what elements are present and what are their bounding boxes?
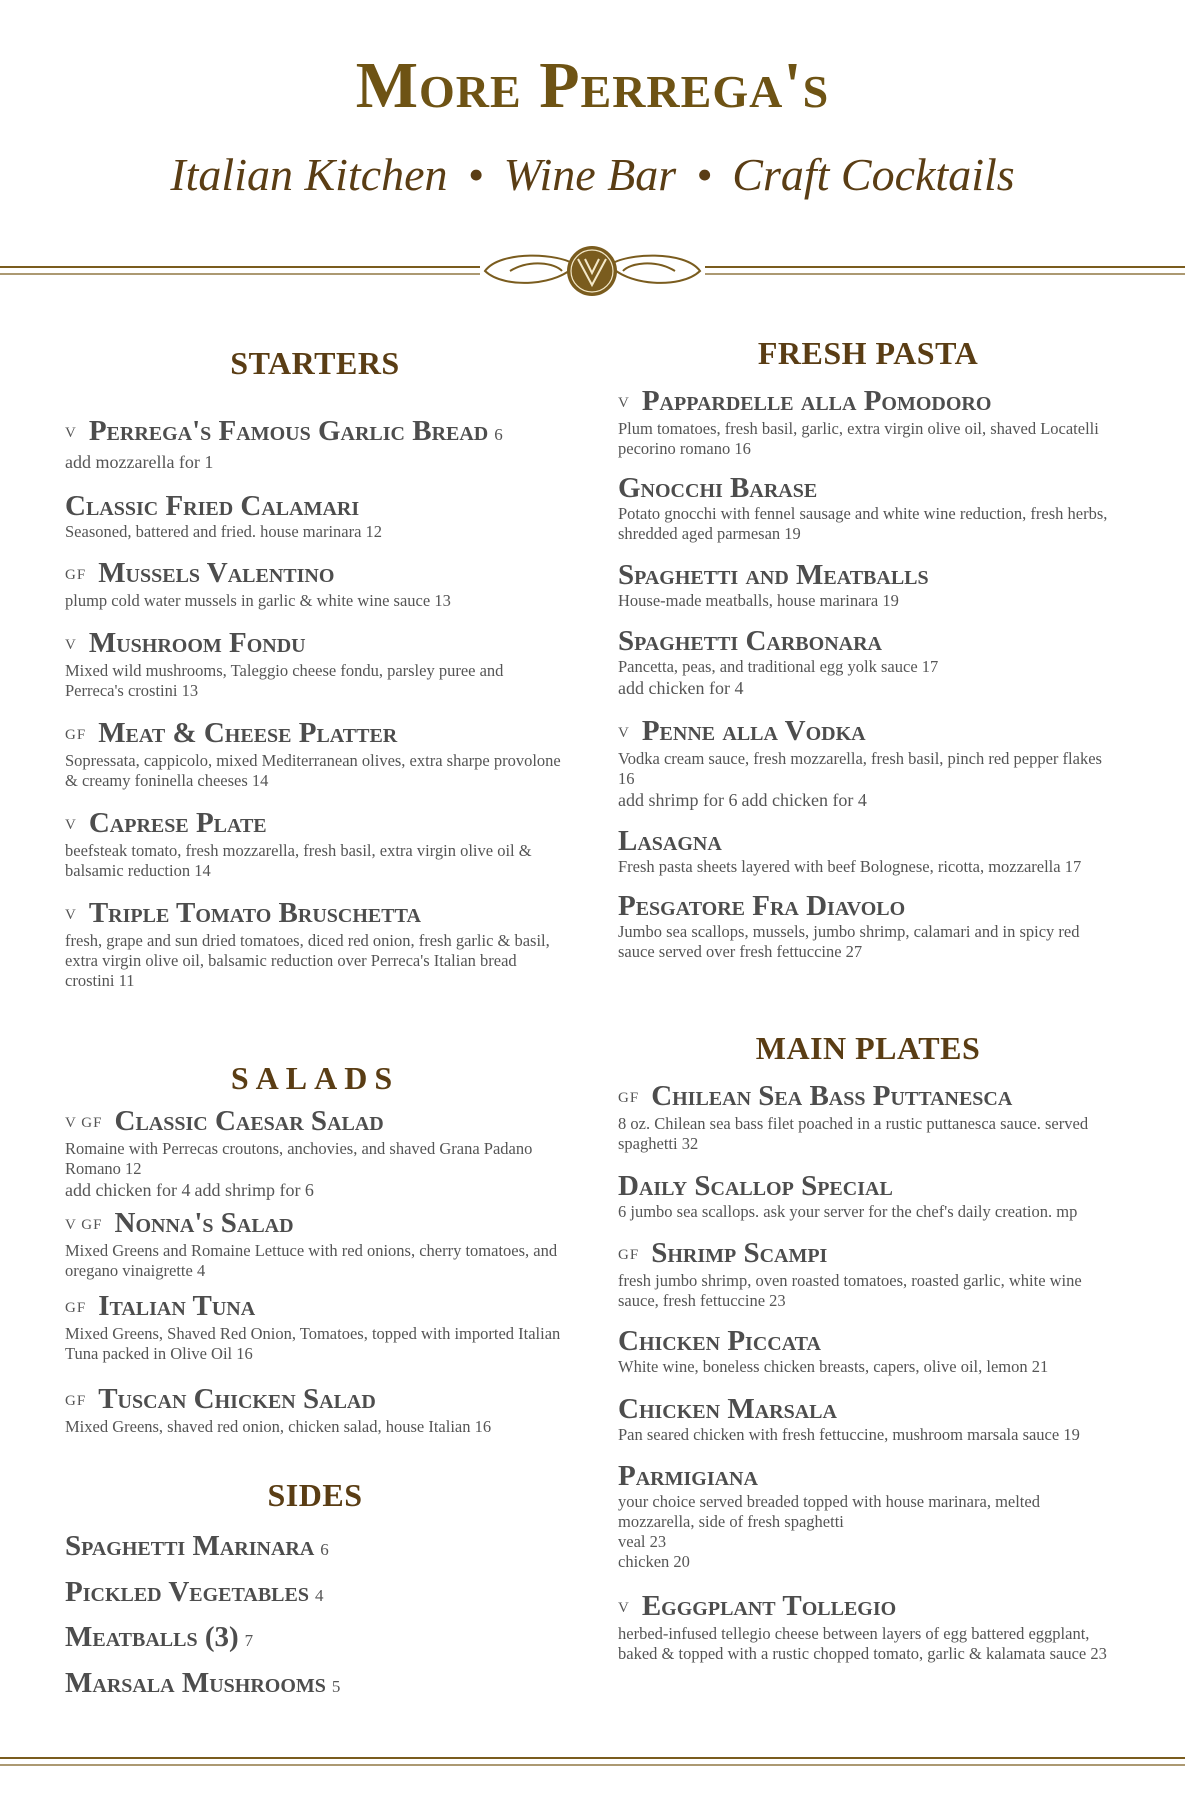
item-description: Plum tomatoes, fresh basil, garlic, extra virgin olive oil, shaved Locatelli pecorino romano 16 [618, 419, 1099, 458]
item-name: Nonna's Salad [114, 1207, 294, 1239]
diet-tag: V [618, 1600, 630, 1616]
item-description: House-made meatballs, house marinara 19 [618, 591, 899, 610]
diet-tag: V GF [65, 1115, 103, 1131]
item-description: herbed-infused tellegio cheese between layers of egg battered eggplant, baked & topped with a rustic chopped tomato, garlic & kalamata sauce 23 [618, 1624, 1107, 1663]
sides-title: SIDES [267, 1477, 363, 1513]
item-name: Mussels Valentino [98, 557, 335, 589]
item-name: Parmigiana [618, 1460, 758, 1492]
menu-item [65, 1290, 565, 1364]
item-name: Classic Fried Calamari [65, 490, 360, 522]
item-addon: add chicken for 4 [65, 1180, 191, 1200]
menu-item [618, 825, 1118, 877]
tagline-part: Italian Kitchen [170, 149, 448, 200]
item-name: Pesgatore Fra Diavolo [618, 890, 906, 922]
item-addon: add chicken for 4 [741, 790, 867, 810]
item-description: Pan seared chicken with fresh fettuccine, mushroom marsala sauce 19 [618, 1425, 1080, 1444]
item-price-option: chicken 20 [618, 1552, 690, 1571]
tagline-separator: • [696, 149, 713, 200]
item-name: Marsala Mushrooms [65, 1667, 326, 1699]
restaurant-tagline [0, 148, 1185, 201]
side-item [65, 1530, 329, 1563]
diet-tag: GF [65, 567, 87, 583]
item-name: Tuscan Chicken Salad [98, 1383, 376, 1415]
item-name: Caprese Plate [88, 807, 267, 839]
item-name: Daily Scallop Special [618, 1170, 893, 1202]
menu-item [65, 1105, 565, 1201]
item-description: Mixed Greens, shaved red onion, chicken salad, house Italian 16 [65, 1417, 492, 1436]
item-description: Vodka cream sauce, fresh mozzarella, fresh basil, pinch red pepper flakes 16 [618, 749, 1102, 788]
menu-item [65, 807, 565, 881]
diet-tag: GF [618, 1247, 640, 1263]
menu-item [618, 715, 1118, 811]
ornament-divider [0, 245, 1185, 305]
item-name: Pappardelle alla Pomodoro [641, 385, 992, 417]
item-description: Mixed wild mushrooms, Taleggio cheese fondu, parsley puree and Perreca's crostini 13 [65, 661, 504, 700]
diet-tag: GF [65, 1300, 87, 1316]
item-name: Shrimp Scampi [651, 1237, 828, 1269]
item-price: 4 [314, 1586, 324, 1605]
item-description: your choice served breaded topped with house marinara, melted mozzarella, side of fresh spaghetti [618, 1492, 1040, 1531]
diet-tag: V [65, 637, 77, 653]
side-item [65, 1667, 340, 1700]
item-name: Gnocchi Barase [618, 472, 818, 504]
item-addon: add chicken for 4 [618, 678, 744, 698]
bottom-double-rule [0, 1755, 1185, 1769]
item-name: Spaghetti Marinara [65, 1530, 315, 1562]
item-name: Italian Tuna [98, 1290, 256, 1322]
diet-tag: V [618, 725, 630, 741]
item-addon: add shrimp for 6 [618, 790, 738, 810]
item-description: Jumbo sea scallops, mussels, jumbo shrimp, calamari and in spicy red sauce served over fresh fettuccine 27 [618, 922, 1080, 961]
menu-item [618, 1170, 1118, 1222]
item-description: fresh, grape and sun dried tomatoes, diced red onion, fresh garlic & basil, extra virgin olive oil, balsamic reduction over Perreca's Italian bread crostini 11 [65, 931, 550, 990]
menu-item [618, 385, 1118, 459]
item-name: Spaghetti and Meatballs [618, 559, 929, 591]
menu-item [618, 1080, 1118, 1154]
side-item [65, 1576, 323, 1609]
fresh-pasta-title: FRESH PASTA [757, 335, 979, 371]
diet-tag: V [618, 395, 630, 411]
item-name: Egggplant Tollegio [641, 1590, 897, 1622]
tagline-part: Wine Bar [503, 149, 677, 200]
item-description: 8 oz. Chilean sea bass filet poached in a rustic puttanesca sauce. served spaghetti 32 [618, 1114, 1089, 1153]
item-name: Meat & Cheese Platter [98, 717, 398, 749]
item-description: plump cold water mussels in garlic & white wine sauce 13 [65, 591, 451, 610]
diet-tag: V [65, 425, 77, 441]
menu-item [618, 1237, 1118, 1311]
diet-tag: V GF [65, 1217, 103, 1233]
tagline-separator: • [467, 149, 484, 200]
diet-tag: GF [65, 727, 87, 743]
item-name: Chicken Marsala [618, 1393, 837, 1425]
tagline-part: Craft Cocktails [732, 149, 1015, 200]
restaurant-name: More Perrega's [355, 49, 830, 122]
item-name: Chicken Piccata [618, 1325, 821, 1357]
item-description: Sopressata, cappicolo, mixed Mediterranean olives, extra sharpe provolone & creamy foninella cheeses 14 [65, 751, 561, 790]
diet-tag: V [65, 907, 77, 923]
item-name: Triple Tomato Bruschetta [88, 897, 421, 929]
item-price: 6 [494, 425, 503, 444]
item-name: Chilean Sea Bass Puttanesca [651, 1080, 1013, 1112]
item-price: 7 [244, 1631, 254, 1650]
menu-item [65, 717, 565, 791]
menu-item [618, 1325, 1118, 1377]
menu-item [618, 1460, 1118, 1572]
item-price: 5 [331, 1677, 341, 1696]
item-name: Perrega's Famous Garlic Bread [88, 415, 489, 447]
item-description: Seasoned, battered and fried. house marinara 12 [65, 522, 383, 541]
right-column [618, 335, 1118, 1735]
starters-title: STARTERS [230, 345, 400, 381]
menu-item [65, 415, 565, 473]
diet-tag: V [65, 817, 77, 833]
menu-item [618, 625, 1118, 699]
menu-item [65, 897, 565, 991]
item-addon: add shrimp for 6 [194, 1180, 314, 1200]
menu-item [65, 490, 565, 542]
item-name: Mushroom Fondu [88, 627, 306, 659]
left-column [65, 345, 565, 1725]
item-name: Meatballs (3) [65, 1621, 239, 1653]
item-price-option: veal 23 [618, 1532, 667, 1551]
item-description: Mixed Greens and Romaine Lettuce with red onions, cherry tomatoes, and oregano vinaigrette 4 [65, 1241, 558, 1280]
menu-item [618, 1393, 1118, 1445]
item-name: Pickled Vegetables [65, 1576, 309, 1608]
menu-item [618, 890, 1118, 962]
item-name: Lasagna [618, 825, 722, 857]
menu-item [65, 1383, 565, 1437]
menu-item [65, 627, 565, 701]
menu-item [618, 559, 1118, 611]
item-description: Fresh pasta sheets layered with beef Bolognese, ricotta, mozzarella 17 [618, 857, 1082, 876]
menu-item [618, 472, 1118, 544]
item-description: Pancetta, peas, and traditional egg yolk sauce 17 [618, 657, 939, 676]
item-description: Mixed Greens, Shaved Red Onion, Tomatoes, topped with imported Italian Tuna packed in Olive Oil 16 [65, 1324, 561, 1363]
item-price: 6 [320, 1540, 329, 1559]
item-name: Classic Caesar Salad [114, 1105, 384, 1137]
item-description: White wine, boneless chicken breasts, capers, olive oil, lemon 21 [618, 1357, 1049, 1376]
side-item [65, 1621, 253, 1654]
diet-tag: GF [65, 1393, 87, 1409]
item-description: beefsteak tomato, fresh mozzarella, fresh basil, extra virgin olive oil & balsamic reduction 14 [65, 841, 532, 880]
item-description: fresh jumbo shrimp, oven roasted tomatoes, roasted garlic, white wine sauce, fresh fettuccine 23 [618, 1271, 1082, 1310]
menu-item [618, 1590, 1118, 1664]
item-description: Romaine with Perrecas croutons, anchovies, and shaved Grana Padano Romano 12 [65, 1139, 533, 1178]
item-name: Spaghetti Carbonara [618, 625, 882, 657]
item-name: Penne alla Vodka [641, 715, 866, 747]
diet-tag: GF [618, 1090, 640, 1106]
salads-title: SALADS [230, 1060, 400, 1096]
menu-item [65, 557, 565, 611]
main-plates-title: MAIN PLATES [755, 1030, 981, 1066]
item-addon: add mozzarella for 1 [65, 452, 214, 472]
menu-item [65, 1207, 565, 1281]
item-description: 6 jumbo sea scallops. ask your server for the chef's daily creation. mp [618, 1202, 1078, 1221]
item-description: Potato gnocchi with fennel sausage and white wine reduction, fresh herbs, shredded aged parmesan 19 [618, 504, 1108, 543]
